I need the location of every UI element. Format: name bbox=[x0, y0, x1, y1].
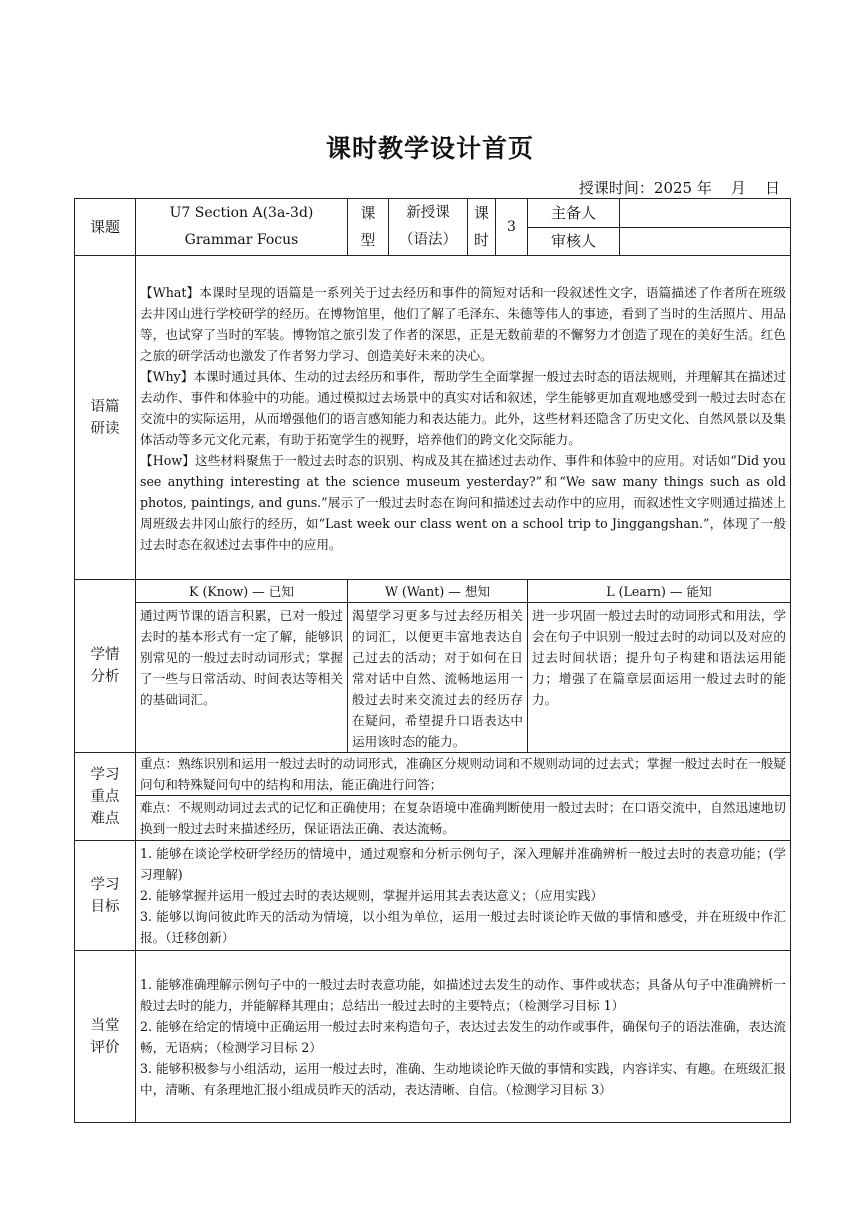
objective-item: 2. 能够掌握并运用一般过去时的表达规则，掌握并运用其去表达意义；（应用实践） bbox=[140, 888, 604, 903]
know-cell: 通过两节课的语言积累，已对一般过去时的基本形式有一定了解，能够识别常见的一般过去时动词形式；掌握了一些与日常活动、时间表达等相关的基础词汇。 bbox=[136, 603, 348, 753]
assessment-content bbox=[136, 951, 791, 1123]
topic-label: 课题 bbox=[75, 199, 136, 256]
how-paragraph: 【How】这些材料聚焦于一般过去时态的识别、构成及其在描述过去动作、事件和体验中的应用。对话如“Did you see anything interesting at the science museum yesterday?”和“We saw many things such as old photos, paintings, and guns.”展示了一般过去时态在询问和描述过去动作中的应用，而叙述性文字则通过描述上周班级去井冈山旅行的经历，如“Last week our class went on a school trip to Jinggangshan.”，体现了一般过去时态在叙述过去事件中的应用。 bbox=[140, 453, 787, 552]
class-date-line: 授课时间：2025 年 月 日 bbox=[578, 179, 780, 197]
learner-analysis-label: 学情 分析 bbox=[75, 580, 136, 753]
objective-item: 3. 能够以询问彼此昨天的活动为情境，以小组为单位，运用一般过去时谈论昨天做的事情和感受，并在班级中作汇报。（迁移创新） bbox=[140, 909, 787, 945]
assessment-label: 当堂 评价 bbox=[75, 951, 136, 1123]
want-column-header: W (Want) — 想知 bbox=[348, 580, 528, 603]
objectives-content bbox=[136, 841, 791, 951]
reviewer-value bbox=[620, 228, 791, 256]
lesson-design-table bbox=[74, 198, 791, 1123]
key-points-label: 学习 重点 难点 bbox=[75, 753, 136, 841]
know-column-header: K (Know) — 已知 bbox=[136, 580, 348, 603]
learn-cell: 进一步巩固一般过去时的动词形式和用法，学会在句子中识别一般过去时的动词以及对应的过去时间状语；提升句子构建和语法运用能力；增强了在篇章层面运用一般过去时的能力。 bbox=[528, 603, 791, 753]
what-paragraph: 【What】本课时呈现的语篇是一系列关于过去经历和事件的简短对话和一段叙述性文字，语篇描述了作者所在班级去井冈山进行学校研学的经历。在博物馆里，他们了解了毛泽东、朱德等伟人的事迹，看到了当时的生活照片、用品等，也试穿了当时的军装。博物馆之旅引发了作者的深思，正是无数前辈的不懈努力才创造了现在的美好生活。红色之旅的研学活动也激发了作者努力学习、创造美好未来的决心。 bbox=[140, 285, 787, 363]
assessment-item: 1. 能够准确理解示例句子中的一般过去时表意功能，如描述过去发生的动作、事件或状态；具备从句子中准确辨析一般过去时的能力，并能解释其理由；总结出一般过去时的主要特点；（检测学习目标 1） bbox=[140, 976, 787, 1013]
want-cell: 渴望学习更多与过去经历相关的词汇，以便更丰富地表达自己过去的活动；对于如何在日常对话中自然、流畅地运用一般过去时来交流过去的经历存在疑问，希望提升口语表达中运用该时态的能力。 bbox=[348, 603, 528, 753]
topic-line-1: U7 Section A(3a-3d) bbox=[169, 205, 314, 221]
assessment-item: 2. 能够在给定的情境中正确运用一般过去时来构造句子，表达过去发生的动作或事件，确保句子的语法准确，表达流畅，无语病；（检测学习目标 2） bbox=[140, 1018, 787, 1055]
text-study-content bbox=[136, 256, 791, 580]
objectives-label: 学习 目标 bbox=[75, 841, 136, 951]
text-study-label: 语篇 研读 bbox=[75, 256, 136, 580]
preparer-value bbox=[620, 199, 791, 228]
preparer-label: 主备人 bbox=[528, 199, 620, 228]
objective-item: 1. 能够在谈论学校研学经历的情境中，通过观察和分析示例句子，深入理解并准确辨析一般过去时的表意功能；(学习理解) bbox=[140, 846, 787, 882]
page-title: 课时教学设计首页 bbox=[325, 134, 534, 163]
learn-column-header: L (Learn) — 能知 bbox=[528, 580, 791, 603]
reviewer-label: 审核人 bbox=[528, 228, 620, 256]
assessment-item: 3. 能够积极参与小组活动，运用一般过去时，准确、生动地谈论昨天做的事情和实践，内容详实、有趣。在班级汇报中，清晰、有条理地汇报小组成员昨天的活动，表达清晰、自信。（检测学习目标 3） bbox=[140, 1060, 787, 1097]
class-hours-label: 课 时 bbox=[468, 199, 496, 256]
lesson-type-value: 新授课 （语法） bbox=[389, 199, 468, 256]
difficulty-cell: 难点：不规则动词过去式的记忆和正确使用；在复杂语境中准确判断使用一般过去时；在口语交流中，自然迅速地切换到一般过去时来描述经历，保证语法正确、表达流畅。 bbox=[136, 796, 791, 841]
focus-cell: 重点：熟练识别和运用一般过去时的动词形式，准确区分规则动词和不规则动词的过去式；掌握一般过去时在一般疑问句和特殊疑问句中的结构和用法，能正确进行问答； bbox=[136, 753, 791, 796]
lesson-type-label: 课 型 bbox=[348, 199, 389, 256]
topic-line-2: Grammar Focus bbox=[184, 232, 299, 248]
why-paragraph: 【Why】本课时通过具体、生动的过去经历和事件，帮助学生全面掌握一般过去时态的语法规则，并理解其在描述过去动作、事件和体验中的功能。通过模拟过去场景中的真实对话和叙述，学生能够更加直观地感受到一般过去时态在交流中的实际运用，从而增强他们的语言感知能力和表达能力。此外，这些材料还隐含了历史文化、自然风景以及集体活动等多元文化元素，有助于拓宽学生的视野，培养他们的跨文化交际能力。 bbox=[140, 369, 787, 447]
class-hours-value: 3 bbox=[496, 199, 528, 256]
topic-value bbox=[136, 199, 348, 256]
